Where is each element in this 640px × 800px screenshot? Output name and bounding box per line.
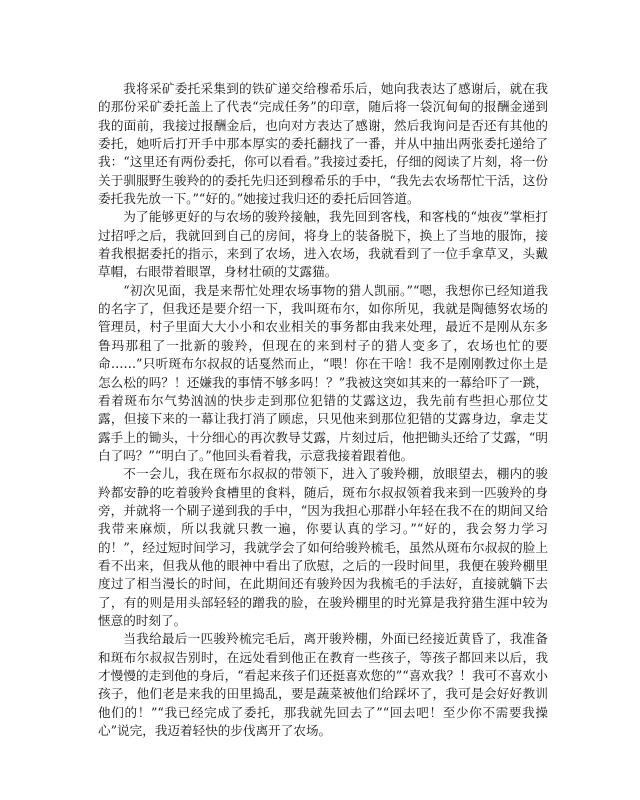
paragraph-2: 为了能够更好的与农场的骏羚接触，我先回到客栈，和客栈的“烛夜”掌柜打过招呼之后，我就回到自己的房间，将身上的装备脱下，换上了当地的服饰，接着我根据委托的指示，来到了农场，进入农场，我就看到了一位手拿草叉，头戴草帽，右眼带着眼罩，身材壮硕的艾露猫。: [98, 209, 548, 280]
document-body: [98, 80, 548, 740]
paragraph-5: 当我给最后一匹骏羚梳完毛后，离开骏羚棚，外面已经接近黄昏了，我准备和斑布尔叔叔告别时，在远处看到他正在教育一些孩子，等孩子都回来以后，我才慢慢的走到他的身后，“看起来孩子们还挺喜欢您的”“喜欢我？！我可不喜欢小孩子，他们老是来我的田里捣乱，要是蔬菜被他们给踩坏了，我可是会好好教训他们的！”“我已经完成了委托，那我就先回去了”“回去吧！至少你不需要我操心”说完，我迈着轻快的步伐离开了农场。: [98, 631, 548, 739]
paragraph-1: 我将采矿委托采集到的铁矿递交给穆希乐后，她向我表达了感谢后，就在我的那份采矿委托盖上了代表“完成任务”的印章，随后将一袋沉甸甸的报酬金递到我的面前，我接过报酬金后，也向对方表达了感谢，然后我询问是否还有其他的委托，她听后打开手中那本厚实的委托翻找了一番，并从中抽出两张委托递给了我：“这里还有两份委托，你可以看看。”我接过委托，仔细的阅读了片刻，将一份关于驯服野生骏羚的的委托先归还到穆希乐的手中，“我先去农场帮忙干活，这份委托我先放一下。”“好的。”她接过我归还的委托后回答道。: [98, 81, 548, 207]
paragraph-3: “初次见面，我是来帮忙处理农场事物的猎人凯丽。”“嗯，我想你已经知道我的名字了，但我还是要介绍一下，我叫斑布尔，如你所见，我就是陶德努农场的管理员，村子里面大大小小和农业相关的事务都由我来处理，最近不是刚从东多鲁玛那租了一批新的骏羚，但现在的来到村子的猎人变多了，农场也忙的要命……”只听斑布尔叔叔的话戛然而止，“喂！你在干啥！我不是刚刚教过你土是怎么松的吗？！还嫌我的事情不够多吗！？”我被这突如其来的一幕给吓了一跳，看着斑布尔气势汹汹的快步走到那位犯错的艾露这边，我先前有些担心那位艾露，但接下来的一幕让我打消了顾虑，只见他来到那位犯错的艾露身边，拿走艾露手上的锄头，十分细心的再次教导艾露，片刻过后，他把锄头还给了艾露，“明白了吗？”“明白了。”他回头看着我，示意我接着跟着他。: [98, 282, 548, 463]
paragraph-4: 不一会儿，我在斑布尔叔叔的带领下，进入了骏羚棚，放眼望去，棚内的骏羚都安静的吃着骏羚食槽里的食料，随后，斑布尔叔叔领着我来到一匹骏羚的身旁，并就将一个刷子递到我的手中，“因为我担心那群小年轻在我不在的期间又给我带来麻烦，所以我就只教一遍，你要认真的学习。”“好的，我会努力学习的！”，经过短时间学习，我就学会了如何给骏羚梳毛，虽然从斑布尔叔叔的脸上看不出来，但我从他的眼神中看出了欣慰，之后的一段时间里，我便在骏羚棚里度过了相当漫长的时间，在此期间还有骏羚因为我梳毛的手法好，直接就躺下去了，有的则是用头部轻轻的蹭我的脸，在骏羚棚里的时光算是我狩猎生涯中较为惬意的时刻了。: [98, 466, 548, 628]
